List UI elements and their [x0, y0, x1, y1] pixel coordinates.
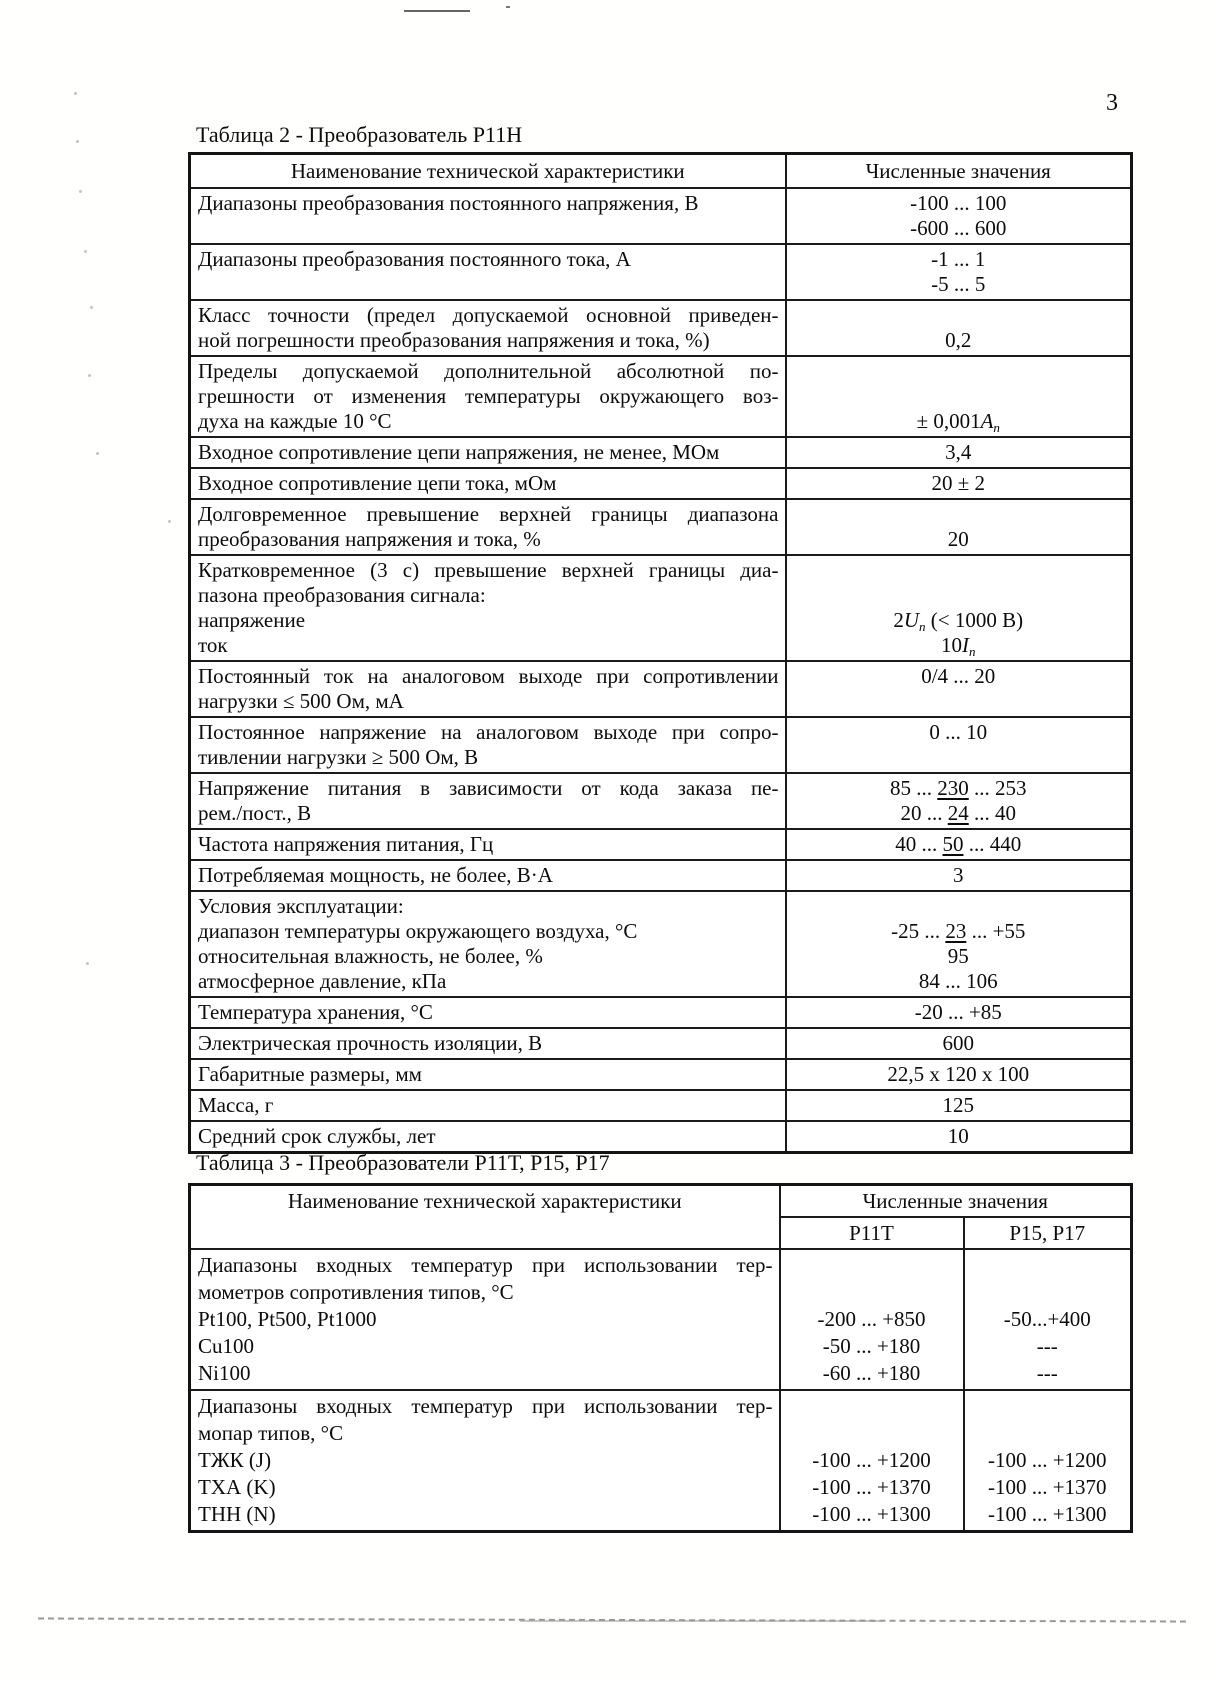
- text-line: 0 ... 10: [929, 720, 988, 744]
- scan-artifact-speck: [76, 140, 79, 143]
- text-line: -5 ... 5: [931, 272, 986, 296]
- text-line: -60 ... +180: [822, 1361, 921, 1385]
- text-segment: n: [919, 618, 926, 634]
- text-segment: 40 ...: [895, 832, 943, 856]
- text-line: ---: [1036, 1334, 1058, 1358]
- text-line: 125: [942, 1093, 974, 1117]
- value-cell: [786, 1090, 1132, 1121]
- text-line: Входное сопротивление цепи тока, мОм: [198, 471, 557, 495]
- text-line: преобразования напряжения и тока, %: [198, 527, 541, 551]
- value-cell: [786, 829, 1132, 860]
- table-row: [190, 1249, 1132, 1390]
- text-segment: I: [961, 633, 969, 657]
- text-line: -50...+400: [1003, 1307, 1091, 1331]
- table2-header: [190, 154, 1132, 189]
- value-cell: [786, 661, 1132, 717]
- table-row: [190, 860, 1132, 891]
- text-line: -100 ... +1300: [987, 1502, 1107, 1526]
- text-line: 10: [947, 1124, 969, 1148]
- table-row: [190, 997, 1132, 1028]
- text-segment: 24: [947, 801, 969, 825]
- text-line: [791, 384, 1127, 409]
- table-row: [190, 499, 1132, 555]
- text-line: Частота напряжения питания, Гц: [198, 832, 494, 856]
- characteristic-cell: [190, 860, 786, 891]
- characteristic-cell: [190, 499, 786, 555]
- table-row: [190, 773, 1132, 829]
- text-line: Электрическая прочность изоляции, В: [198, 1031, 543, 1055]
- scan-artifact-speck: [84, 250, 87, 253]
- text-segment: ... 40: [968, 801, 1016, 825]
- text-line: Диапазоны входных температур при использовании тер-: [198, 1253, 773, 1277]
- text-line: 0/4 ... 20: [921, 664, 996, 688]
- characteristic-cell: [190, 300, 786, 356]
- text-line: Пределы допускаемой дополнительной абсолютной по-: [198, 359, 779, 383]
- text-line: ТНН (N): [198, 1502, 276, 1526]
- scan-artifact-speck: [90, 306, 93, 309]
- value-cell: [786, 1059, 1132, 1090]
- value-cell: [780, 1249, 964, 1390]
- text-line: -100 ... +1370: [812, 1475, 931, 1499]
- text-line: ной погрешности преобразования напряжения и тока, %): [198, 328, 710, 352]
- table3-body: [190, 1249, 1132, 1532]
- table-row: [190, 468, 1132, 499]
- value-cell: [786, 891, 1132, 997]
- characteristic-cell: [190, 1249, 780, 1390]
- text-line: [791, 894, 1127, 919]
- text-line: Pt100, Pt500, Pt1000: [198, 1307, 377, 1331]
- text-line: -50 ... +180: [822, 1334, 921, 1358]
- text-segment: A: [980, 409, 994, 433]
- text-line: пазона преобразования сигнала:: [198, 583, 486, 607]
- text-line: [791, 409, 1127, 434]
- text-line: Постоянное напряжение на аналоговом выходе при сопро-: [198, 720, 779, 744]
- text-line: Напряжение питания в зависимости от кода заказа пе-: [198, 776, 779, 800]
- text-line: 0,2: [945, 328, 972, 352]
- text-line: [791, 633, 1127, 658]
- table-row: [190, 829, 1132, 860]
- scan-artifact-speck: [79, 190, 82, 193]
- text-segment: ... 440: [963, 832, 1022, 856]
- text-segment: n: [993, 419, 1000, 435]
- table-header-row: [190, 154, 1132, 189]
- text-line: [791, 583, 1127, 608]
- text-line: -100 ... +1370: [987, 1475, 1107, 1499]
- value-cell: [780, 1390, 964, 1532]
- text-line: [785, 1279, 959, 1306]
- value-cell: [786, 773, 1132, 829]
- text-line: ТХА (K): [198, 1475, 276, 1499]
- characteristic-cell: [190, 244, 786, 300]
- text-line: [969, 1252, 1127, 1279]
- text-line: -100 ... +1200: [812, 1448, 931, 1472]
- table2-body: [190, 188, 1132, 1153]
- text-line: мопар типов, °С: [198, 1421, 344, 1445]
- text-segment: (< 1000 В): [925, 608, 1024, 632]
- text-line: Ni100: [198, 1361, 251, 1385]
- value-cell: [964, 1249, 1132, 1390]
- text-line: 3: [953, 863, 964, 887]
- text-line: Диапазоны входных температур при использовании тер-: [198, 1394, 773, 1418]
- text-line: диапазон температуры окружающего воздуха, °С: [198, 919, 638, 943]
- table-row: [190, 1059, 1132, 1090]
- table-row: [190, 188, 1132, 244]
- text-line: мометров сопротивления типов, °С: [198, 1280, 514, 1304]
- text-line: -20 ... +85: [914, 1000, 1002, 1024]
- table-row: [190, 661, 1132, 717]
- characteristic-cell: [190, 661, 786, 717]
- text-segment: 20 ...: [900, 801, 948, 825]
- scan-artifact-speck: [86, 962, 89, 965]
- text-line: грешности от изменения температуры окружающего воз-: [198, 384, 779, 408]
- table-row: [190, 244, 1132, 300]
- characteristic-cell: [190, 1390, 780, 1532]
- text-line: -1 ... 1: [931, 247, 986, 271]
- text-segment: 50: [942, 832, 964, 856]
- scan-artifact-speck: [88, 374, 91, 377]
- column-header-p15-p17: Р15, Р17: [964, 1217, 1132, 1249]
- table-row: [190, 1090, 1132, 1121]
- table3-title: Таблица 3 - Преобразователи Р11Т, Р15, Р17: [196, 1150, 610, 1175]
- characteristic-cell: [190, 773, 786, 829]
- text-line: -200 ... +850: [817, 1307, 926, 1331]
- text-line: [791, 832, 1127, 857]
- value-cell: [786, 244, 1132, 300]
- text-line: 20: [947, 527, 969, 551]
- value-cell: [786, 468, 1132, 499]
- value-cell: [786, 717, 1132, 773]
- text-line: [791, 558, 1127, 583]
- characteristic-cell: [190, 717, 786, 773]
- text-line: Условия эксплуатации:: [198, 894, 404, 918]
- value-cell: [786, 499, 1132, 555]
- text-line: Класс точности (предел допускаемой основной приведен-: [198, 303, 779, 327]
- text-line: ТЖК (J): [198, 1448, 272, 1472]
- text-line: [791, 801, 1127, 826]
- text-line: [785, 1252, 959, 1279]
- characteristic-cell: [190, 555, 786, 661]
- table-row: [190, 300, 1132, 356]
- text-line: Диапазоны преобразования постоянного тока, А: [198, 247, 631, 271]
- text-line: Входное сопротивление цепи напряжения, не менее, МОм: [198, 440, 720, 464]
- text-line: [791, 303, 1127, 328]
- table-row: [190, 717, 1132, 773]
- text-line: нагрузки ≤ 500 Ом, мА: [198, 689, 404, 713]
- text-line: напряжение: [198, 608, 306, 632]
- text-segment: ... 253: [968, 776, 1027, 800]
- table2-title: Таблица 2 - Преобразователь Р11Н: [196, 122, 523, 147]
- text-segment: U: [903, 608, 920, 632]
- scan-artifact-top-dash: [404, 10, 470, 12]
- text-line: атмосферное давление, кПа: [198, 969, 447, 993]
- table-row: [190, 891, 1132, 997]
- text-line: Габаритные размеры, мм: [198, 1062, 422, 1086]
- table-row: [190, 1121, 1132, 1153]
- values-header: Численные значения: [786, 154, 1132, 189]
- text-segment: 85 ...: [890, 776, 938, 800]
- text-segment: 23: [945, 919, 967, 943]
- characteristic-cell: [190, 468, 786, 499]
- value-cell: [786, 860, 1132, 891]
- text-line: Кратковременное (3 с) превышение верхней границы диа-: [198, 558, 779, 582]
- text-segment: ± 0,001: [916, 409, 981, 433]
- text-line: Средний срок службы, лет: [198, 1124, 436, 1148]
- text-line: тивлении нагрузки ≥ 500 Ом, В: [198, 745, 479, 769]
- text-line: 84 ... 106: [918, 969, 998, 993]
- table-row: [190, 356, 1132, 437]
- text-segment: n: [968, 643, 976, 659]
- text-segment: -25 ...: [891, 919, 946, 943]
- characteristic-cell: [190, 1059, 786, 1090]
- table2: [188, 152, 1133, 1154]
- characteristic-cell: [190, 356, 786, 437]
- table-row: [190, 555, 1132, 661]
- text-line: 600: [942, 1031, 974, 1055]
- characteristic-cell: [190, 891, 786, 997]
- value-cell: [786, 437, 1132, 468]
- table3-header: [190, 1185, 1132, 1250]
- text-line: ток: [198, 633, 228, 657]
- text-line: [791, 502, 1127, 527]
- text-line: рем./пост., В: [198, 801, 312, 825]
- text-line: духа на каждые 10 °С: [198, 409, 392, 433]
- text-line: [791, 919, 1127, 944]
- text-line: -100 ... +1200: [987, 1448, 1107, 1472]
- scan-artifact-bottom-line2: [520, 1620, 880, 1622]
- text-line: -100 ... +1300: [812, 1502, 931, 1526]
- text-line: [969, 1279, 1127, 1306]
- text-line: [791, 608, 1127, 633]
- page-number: 3: [1106, 90, 1118, 116]
- characteristic-cell: [190, 1028, 786, 1059]
- table-row: [190, 437, 1132, 468]
- characteristic-cell: [190, 437, 786, 468]
- text-line: Долговременное превышение верхней границы диапазона: [198, 502, 779, 526]
- characteristic-header: Наименование технической характеристики: [190, 1185, 780, 1250]
- column-header-p11t: Р11Т: [780, 1217, 964, 1249]
- value-cell: [786, 1121, 1132, 1153]
- text-line: [969, 1393, 1127, 1420]
- text-line: ---: [1036, 1361, 1058, 1385]
- text-line: 95: [947, 944, 969, 968]
- text-line: Масса, г: [198, 1093, 274, 1117]
- text-line: 3,4: [945, 440, 972, 464]
- characteristic-cell: [190, 188, 786, 244]
- characteristic-cell: [190, 1121, 786, 1153]
- text-line: Cu100: [198, 1334, 255, 1358]
- characteristic-header: Наименование технической характеристики: [190, 154, 786, 189]
- text-line: [791, 776, 1127, 801]
- text-line: [785, 1420, 959, 1447]
- text-line: относительная влажность, не более, %: [198, 944, 543, 968]
- text-segment: 10: [940, 633, 962, 657]
- value-cell: [786, 997, 1132, 1028]
- text-segment: ... +55: [966, 919, 1026, 943]
- characteristic-cell: [190, 997, 786, 1028]
- text-line: [785, 1393, 959, 1420]
- text-line: Постоянный ток на аналоговом выходе при сопротивлении: [198, 664, 779, 688]
- scan-artifact-speck: [168, 520, 171, 523]
- scan-artifact-bottom-line: [38, 1617, 1186, 1622]
- table-row: [190, 1390, 1132, 1532]
- table3: [188, 1183, 1133, 1533]
- text-segment: 2: [893, 608, 904, 632]
- table-row: [190, 1028, 1132, 1059]
- value-cell: [786, 356, 1132, 437]
- text-segment: 230: [937, 776, 969, 800]
- value-cell: [786, 300, 1132, 356]
- table-header-row: [190, 1185, 1132, 1218]
- text-line: [791, 359, 1127, 384]
- scan-artifact-speck: [96, 452, 99, 455]
- scan-artifact-top-dot: [506, 6, 510, 8]
- text-line: -100 ... 100: [910, 191, 1007, 215]
- text-line: 22,5 x 120 x 100: [887, 1062, 1030, 1086]
- text-line: Температура хранения, °С: [198, 1000, 433, 1024]
- text-line: Диапазоны преобразования постоянного напряжения, В: [198, 191, 699, 215]
- scan-artifact-speck: [74, 92, 77, 95]
- value-cell: [786, 188, 1132, 244]
- text-line: Потребляемая мощность, не более, В·А: [198, 863, 553, 887]
- characteristic-cell: [190, 829, 786, 860]
- characteristic-cell: [190, 1090, 786, 1121]
- value-cell: [786, 555, 1132, 661]
- text-line: [969, 1420, 1127, 1447]
- value-cell: [964, 1390, 1132, 1532]
- value-cell: [786, 1028, 1132, 1059]
- values-header: Численные значения: [780, 1185, 1132, 1218]
- text-line: 20 ± 2: [931, 471, 986, 495]
- text-line: -600 ... 600: [910, 216, 1007, 240]
